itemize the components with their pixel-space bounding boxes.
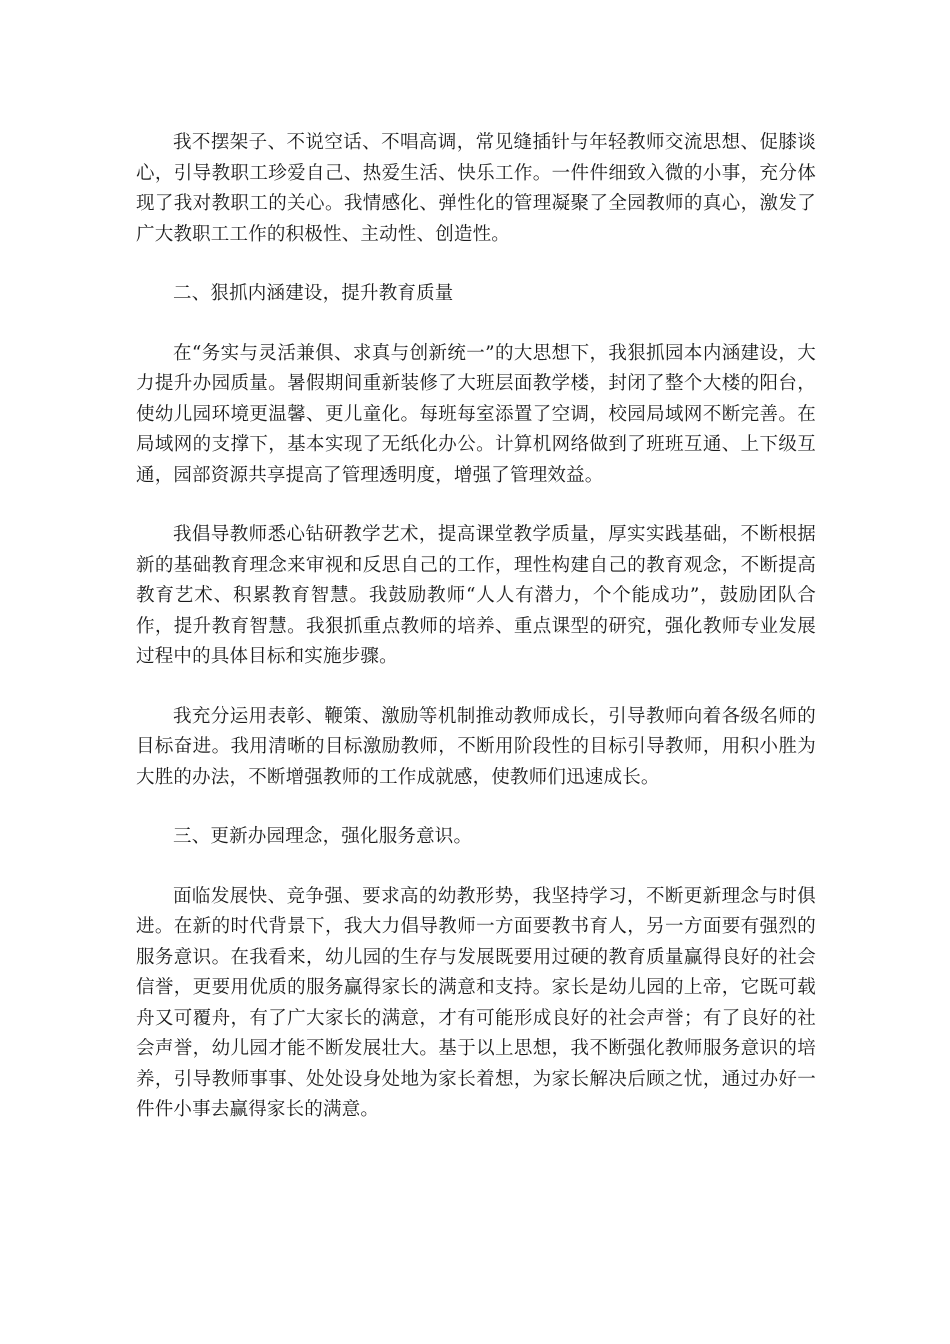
paragraph-teaching: 我倡导教师悉心钻研教学艺术，提高课堂教学质量，厚实实践基础，不断根据新的基础教育理念来审视和反思自己的工作，理性构建自己的教育观念，不断提高教育艺术、积累教育智慧。我鼓励教师“人人有潜力，个个能成功”，鼓励团队合作，提升教育智慧。我狠抓重点教师的培养、重点课型的研究，强化教师专业发展过程中的具体目标和实施步骤。 — [136, 524, 816, 667]
paragraph-construction: 在“务实与灵活兼俱、求真与创新统一”的大思想下，我狠抓园本内涵建设，大力提升办园质量。暑假期间重新装修了大班层面教学楼，封闭了整个大楼的阳台，使幼儿园环境更温馨、更儿童化。每班每室添置了空调，校园局域网不断完善。在局域网的支撑下，基本实现了无纸化办公。计算机网络做到了班班互通、上下级互通，园部资源共享提高了管理透明度，增强了管理效益。 — [136, 342, 816, 486]
document-page — [136, 128, 816, 1155]
paragraph-incentives: 我充分运用表彰、鞭策、激励等机制推动教师成长，引导教师向着各级名师的目标奋进。我用清晰的目标激励教师，不断用阶段性的目标引导教师，用积小胜为大胜的办法，不断增强教师的工作成就感，使教师们迅速成长。 — [136, 705, 816, 788]
paragraph-service: 面临发展快、竞争强、要求高的幼教形势，我坚持学习，不断更新理念与时俱进。在新的时代背景下，我大力倡导教师一方面要教书育人，另一方面要有强烈的服务意识。在我看来，幼儿园的生存与发展既要用过硬的教育质量赢得良好的社会信誉，更要用优质的服务赢得家长的满意和支持。家长是幼儿园的上帝，它既可载舟又可覆舟，有了广大家长的满意，才有可能形成良好的社会声誉；有了良好的社会声誉，幼儿园才能不断发展壮大。基于以上思想，我不断强化教师服务意识的培养，引导教师事事、处处设身处地为家长着想，为家长解决后顾之忧，通过办好一件件小事去赢得家长的满意。 — [136, 885, 816, 1120]
section-heading-2: 二、狠抓内涵建设，提升教育质量 — [173, 283, 454, 304]
section-heading-3: 三、更新办园理念，强化服务意识。 — [173, 826, 473, 847]
paragraph-care: 我不摆架子、不说空话、不唱高调，常见缝插针与年轻教师交流思想、促膝谈心，引导教职工珍爱自己、热爱生活、快乐工作。一件件细致入微的小事，充分体现了我对教职工的关心。我情感化、弹性化的管理凝聚了全园教师的真心，激发了广大教职工工作的积极性、主动性、创造性。 — [136, 132, 816, 245]
